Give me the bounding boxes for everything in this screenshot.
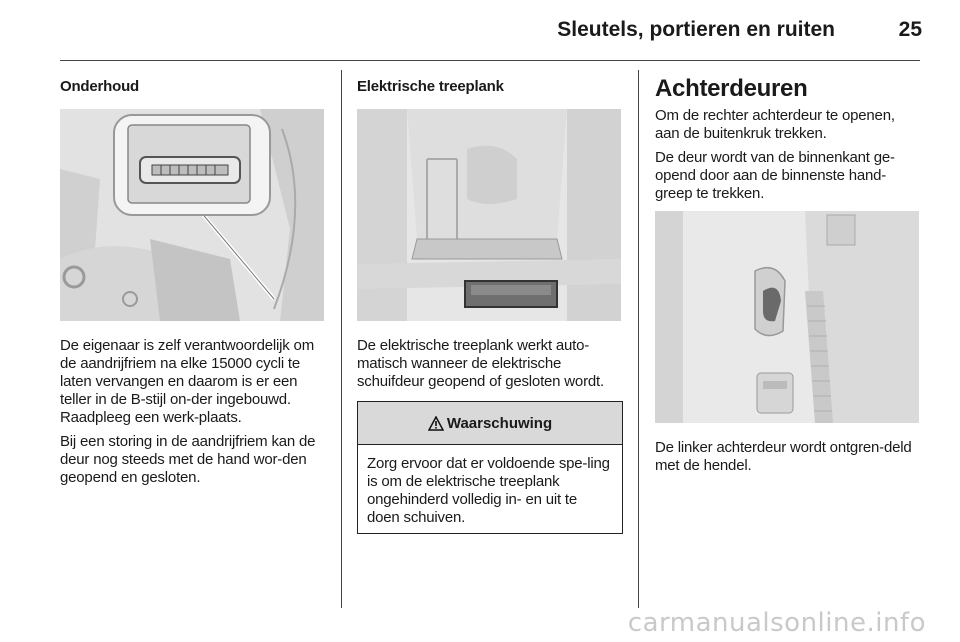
warning-triangle-icon xyxy=(428,416,444,431)
column-divider xyxy=(341,70,342,608)
page-number: 25 xyxy=(898,18,922,41)
paragraph: De linker achterdeur wordt ontgren-deld met de hendel. xyxy=(655,439,912,474)
section-heading: Onderhoud xyxy=(60,78,140,95)
step-illustration xyxy=(357,109,621,321)
rear-door-illustration xyxy=(655,211,919,423)
paragraph: De elektrische treeplank werkt auto-matisch wanneer de elektrische schuifdeur geopend of gesloten wordt. xyxy=(357,337,604,390)
paragraph: Bij een storing in de aandrijfriem kan de deur nog steeds met de hand wor-den geopend en gesloten. xyxy=(60,433,316,486)
warning-title-text: Waarschuwing xyxy=(446,414,553,432)
column-divider xyxy=(638,70,639,608)
column-maintenance xyxy=(60,70,324,493)
warning-box xyxy=(357,401,623,534)
warning-body xyxy=(358,445,622,533)
warning-text: Zorg ervoor dat er voldoende spe-ling is om de elektrische treeplank ongehinderd volledig in- en uit te doen schuiven. xyxy=(367,455,610,526)
watermark: carmanualsonline.info xyxy=(627,608,926,638)
header-rule xyxy=(60,60,920,61)
column-rear-doors xyxy=(655,70,921,481)
warning-title xyxy=(358,402,622,445)
chapter-title: Sleutels, portieren en ruiten xyxy=(557,18,835,41)
column-electric-step xyxy=(357,70,622,534)
section-heading: Elektrische treeplank xyxy=(357,78,504,95)
paragraph: Om de rechter achterdeur te openen, aan de buitenkruk trekken. xyxy=(655,107,895,142)
counter-illustration xyxy=(60,109,324,321)
paragraph: De eigenaar is zelf verantwoordelijk om de aandrijfriem na elke 15000 cycli te laten vervangen en daarom is er een teller in de B-stijl on-der ingebouwd. Raadpleeg een werk-plaats. xyxy=(60,337,314,426)
paragraph: De deur wordt van de binnenkant ge-opend door aan de binnenste hand-greep te trekken. xyxy=(655,149,895,202)
section-heading: Achterdeuren xyxy=(655,75,808,102)
